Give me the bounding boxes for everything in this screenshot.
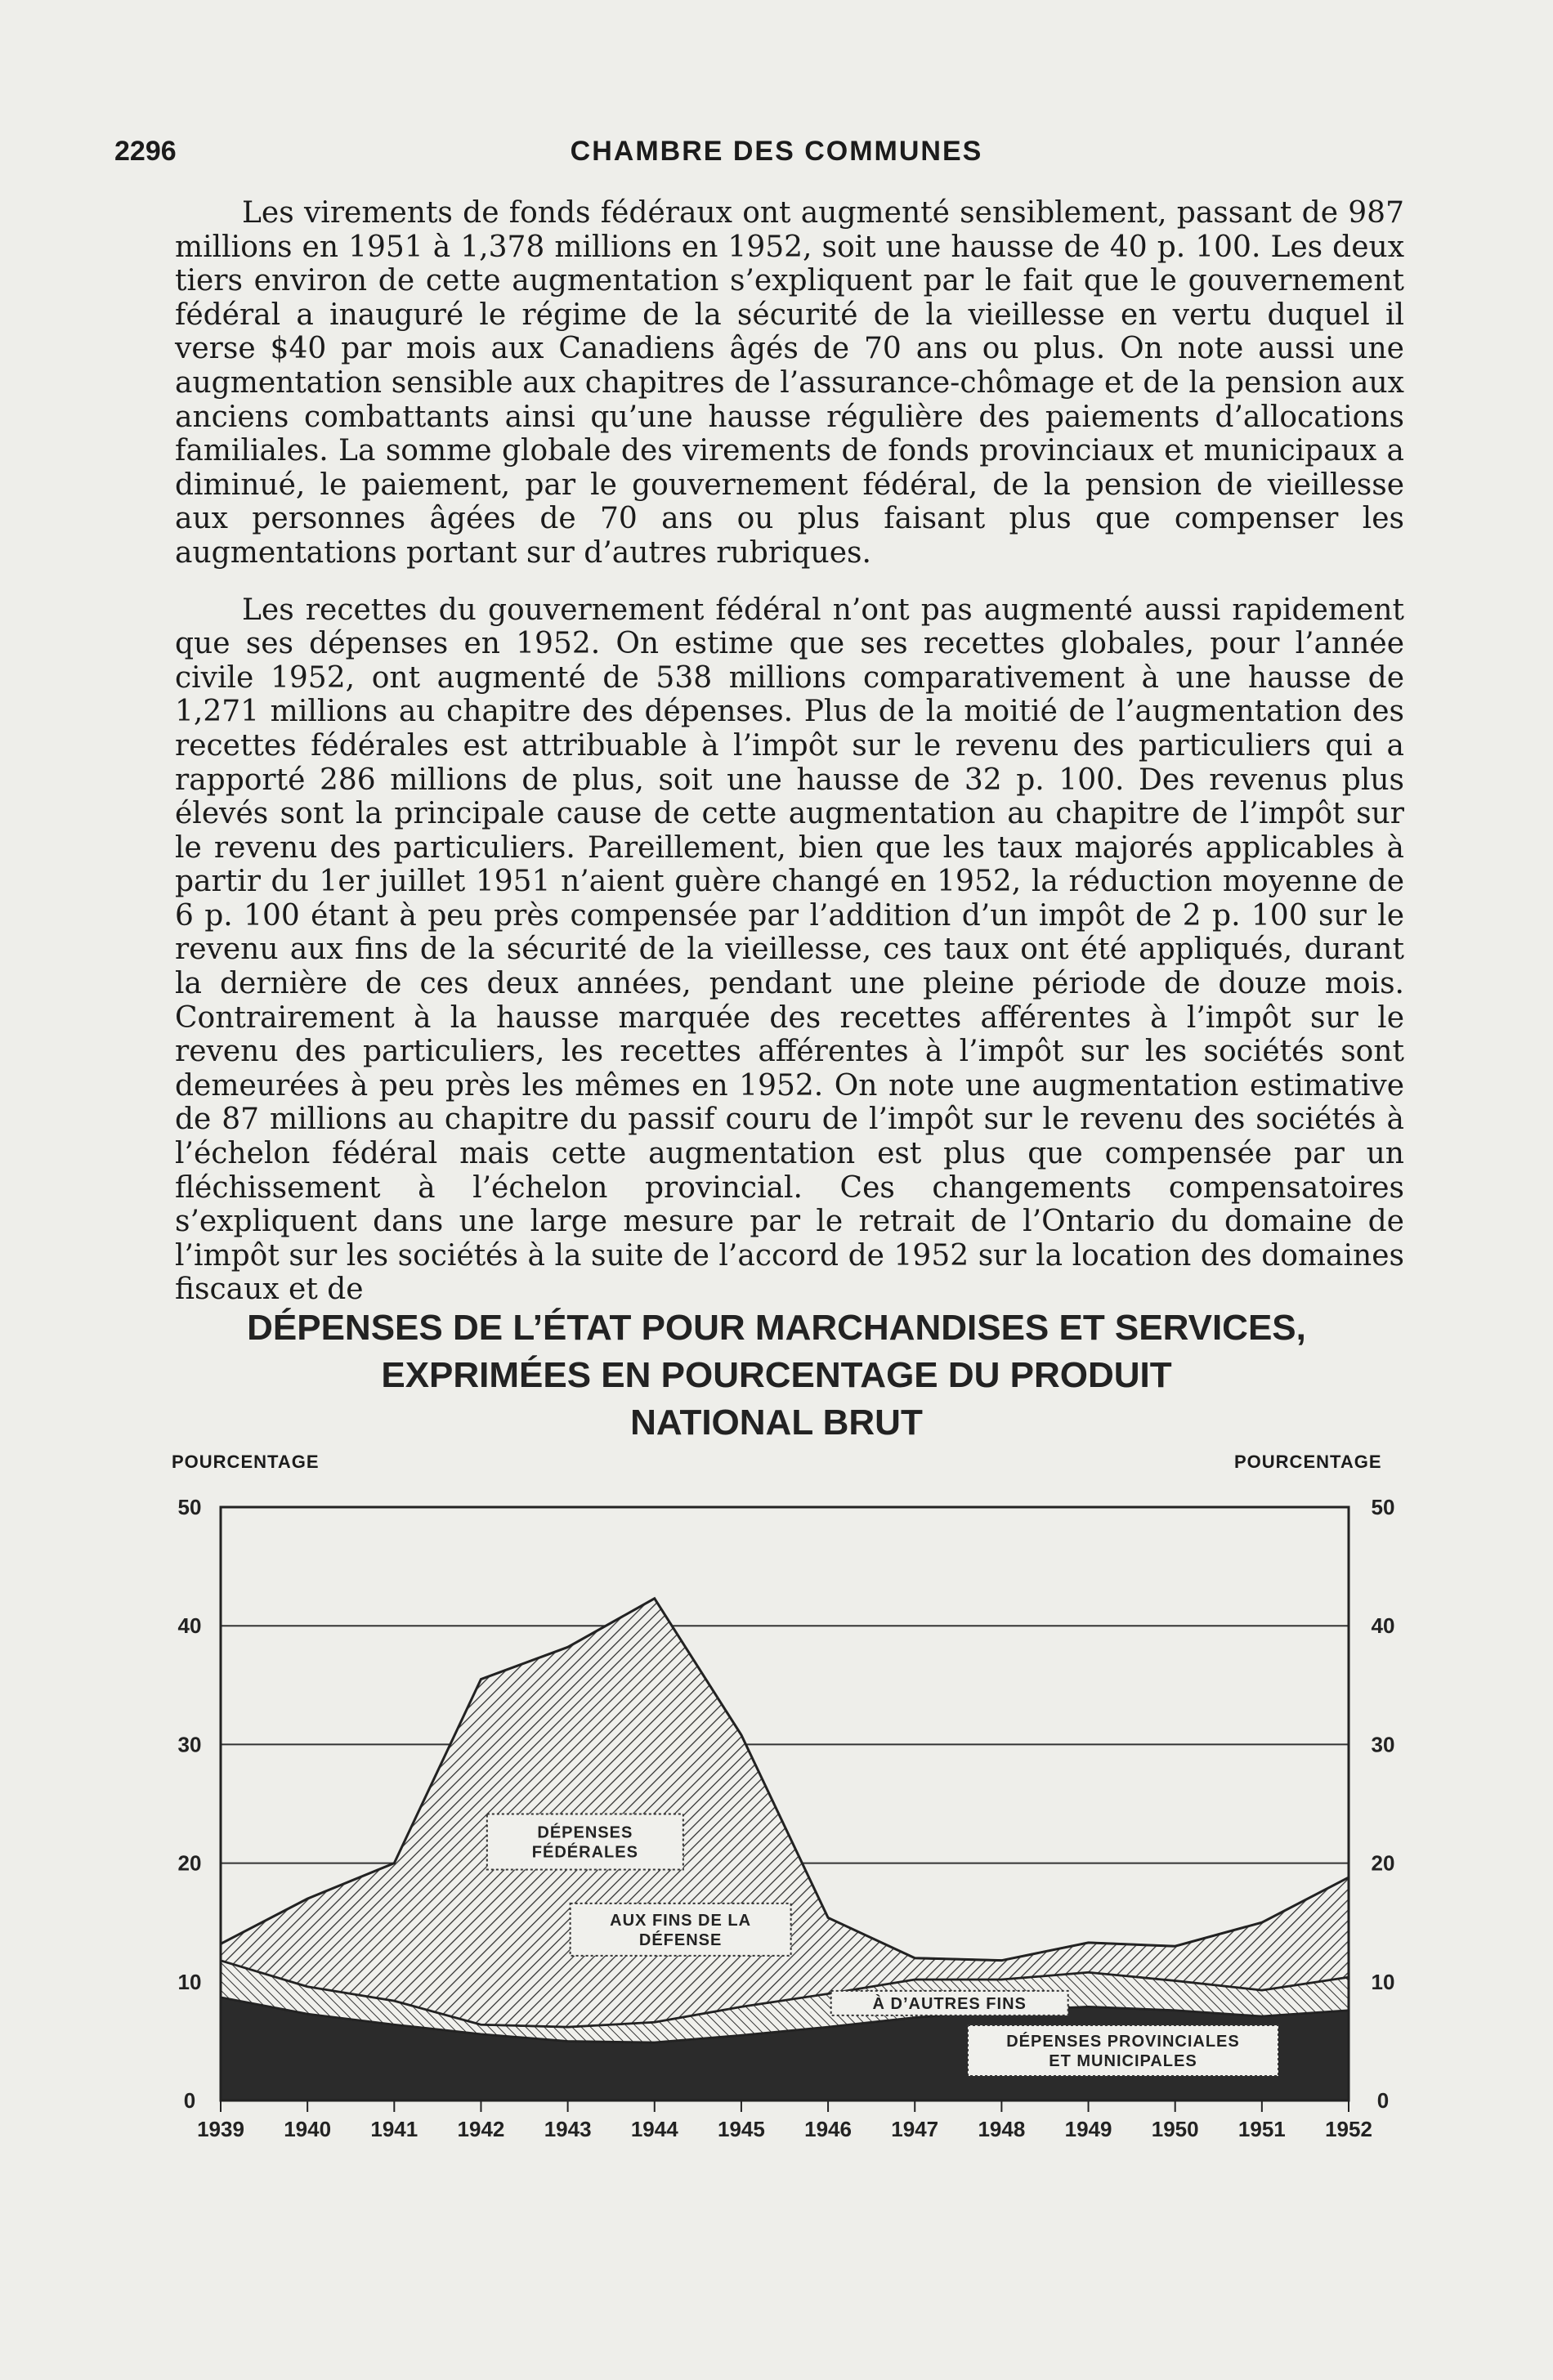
running-head: CHAMBRE DES COMMUNES [570, 136, 983, 167]
chart-title-line-2: EXPRIMÉES EN POURCENTAGE DU PRODUIT [381, 1355, 1172, 1395]
y-tick-right-40: 40 [1371, 1613, 1395, 1639]
label-defense-text-2: DÉFENSE [638, 1930, 723, 1949]
x-tick-1949: 1949 [1064, 2117, 1112, 2141]
label-provincial-text-2: ET MUNICIPALES [1049, 2052, 1197, 2071]
y-axis-label-left: POURCENTAGE [172, 1452, 320, 1472]
y-tick-left-10: 10 [177, 1969, 202, 1994]
label-provincial [968, 2025, 1278, 2076]
x-tick-1945: 1945 [718, 2117, 765, 2141]
x-tick-1941: 1941 [370, 2117, 418, 2141]
x-tick-1943: 1943 [544, 2117, 592, 2141]
x-tick-1948: 1948 [978, 2117, 1026, 2141]
label-other-purposes [831, 1991, 1068, 2015]
y-tick-right-20: 20 [1371, 1850, 1395, 1876]
label-federal [487, 1814, 683, 1869]
label-defense [571, 1904, 791, 1956]
y-tick-right-50: 50 [1371, 1495, 1395, 1519]
page-number: 2296 [114, 136, 177, 167]
y-tick-left-40: 40 [177, 1613, 202, 1639]
y-tick-left-0: 0 [183, 2088, 196, 2113]
y-tick-left-50: 50 [177, 1495, 202, 1519]
y-tick-right-30: 30 [1371, 1732, 1395, 1757]
y-axis-label-right: POURCENTAGE [1234, 1452, 1382, 1472]
body-text [175, 196, 1404, 1330]
x-tick-1951: 1951 [1237, 2117, 1286, 2141]
chart-title-line-1: DÉPENSES DE L’ÉTAT POUR MARCHANDISES ET SERVICES, [247, 1308, 1306, 1348]
label-provincial-text-1: DÉPENSES PROVINCIALES [1006, 2033, 1240, 2051]
y-tick-left-30: 30 [177, 1732, 202, 1757]
x-tick-1944: 1944 [630, 2117, 678, 2141]
label-other-purposes-text-1: À D’AUTRES FINS [872, 1994, 1027, 2013]
chart-title-line-3: NATIONAL BRUT [630, 1402, 923, 1443]
y-tick-left-20: 20 [177, 1850, 202, 1876]
chart-title [0, 1304, 1553, 1447]
area-chart [163, 1471, 1422, 2158]
paragraph-2: Les recettes du gouvernement fédéral n’ont pas augmenté aussi rapidement que ses dépenses en 1952. On estime que ses recettes globales, pour l’année civile 1952, ont augmenté de 538 millions comparativement à une hausse de 1,271 millions au chapitre des dépenses. Plus de la moitié de l’augmentation des recettes fédérales est attribuable à l’impôt sur le revenu des particuliers qui a rapporté 286 millions de plus, soit une hausse de 32 p. 100. Des revenus plus élevés sont la principale cause de cette augmentation au chapitre de l’impôt sur le revenu des particuliers. Pareillement, bien que les taux majorés applicables à partir du 1er juillet 1951 n’aient guère changé en 1952, la réduction moyenne de 6 p. 100 étant à peu près compensée par l’addition d’un impôt de 2 p. 100 sur le revenu aux fins de la sécurité de la vieillesse, ces taux ont été appliqués, durant la dernière de ces deux années, pendant une pleine période de douze mois. Contrairement à la hausse marquée des recettes afférentes à l’impôt sur le revenu des particuliers, les recettes afférentes à l’impôt sur les sociétés sont demeurées à peu près les mêmes en 1952. On note une augmentation estimative de 87 millions au chapitre du passif couru de l’impôt sur le revenu des sociétés à l’échelon fédéral mais cette augmentation est plus que compensée par un fléchissement à l’échelon provincial. Ces changements compensatoires s’expliquent dans une large mesure par le retrait de l’Ontario du domaine de l’impôt sur les sociétés à la suite de l’accord de 1952 sur la location des domaines fiscaux et de [175, 593, 1404, 1307]
x-tick-1940: 1940 [284, 2117, 332, 2141]
x-tick-1947: 1947 [891, 2117, 939, 2141]
area-federal-defense [221, 1599, 1349, 2027]
y-tick-right-0: 0 [1376, 2088, 1390, 2113]
y-tick-right-10: 10 [1371, 1969, 1395, 1994]
x-tick-1950: 1950 [1151, 2117, 1199, 2141]
label-federal-text-2: FÉDÉRALES [531, 1843, 638, 1862]
x-tick-1946: 1946 [804, 2117, 852, 2141]
label-federal-text-1: DÉPENSES [537, 1823, 633, 1842]
label-defense-text-1: AUX FINS DE LA [610, 1911, 752, 1930]
x-tick-1942: 1942 [457, 2117, 505, 2141]
x-tick-1939: 1939 [197, 2117, 244, 2141]
paragraph-1: Les virements de fonds fédéraux ont augmenté sensiblement, passant de 987 millions en 1951 à 1,378 millions en 1952, soit une hausse de 40 p. 100. Les deux tiers environ de cette augmentation s’expliquent par le fait que le gouvernement fédéral a inauguré le régime de la sécurité de la vieillesse en vertu duquel il verse $40 par mois aux Canadiens âgés de 70 ans ou plus. On note aussi une augmentation sensible aux chapitres de l’assurance-chômage et de la pension aux anciens combattants ainsi qu’une hausse régulière des paiements d’allocations familiales. La somme globale des virements de fonds provinciaux et municipaux a diminué, le paiement, par le gouvernement fédéral, de la pension de vieillesse aux personnes âgées de 70 ans ou plus faisant plus que compenser les augmentations portant sur d’autres rubriques. [175, 196, 1404, 570]
x-tick-1952: 1952 [1325, 2117, 1372, 2141]
